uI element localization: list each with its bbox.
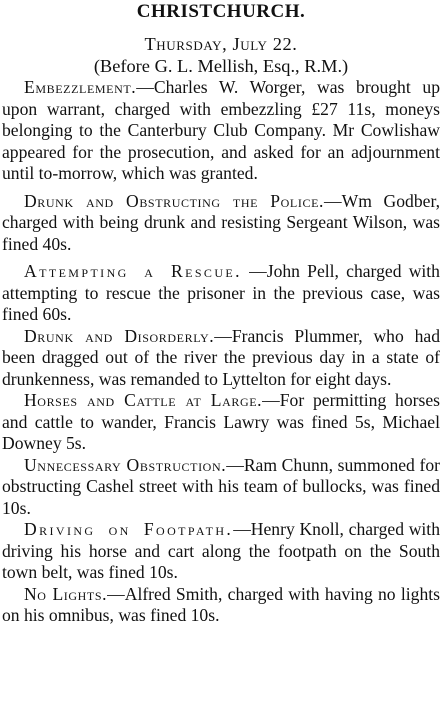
case-paragraph [2, 191, 440, 256]
case-paragraph [2, 261, 440, 326]
case-title: Drunk and Obstructing the Police. [24, 190, 324, 211]
case-paragraph [2, 455, 440, 520]
case-paragraph [2, 77, 440, 185]
case-paragraph [2, 390, 440, 455]
case-title: Unnecessary Obstruction. [24, 454, 227, 475]
case-title: Horses and Cattle at Large. [24, 390, 263, 410]
case-body: —John Pell, charged with attempting to rescue the prisoner in the previous case, was fined 60s. [2, 261, 440, 324]
case-body: —Ram Chunn, summoned for obstructing Cashel street with his team of bullocks, was fined 10s. [2, 454, 441, 518]
case-title: No Lights. [24, 583, 108, 604]
case-paragraph [2, 584, 440, 627]
case-body: —Francis Plummer, who had been dragged out of the river the previous day in a state of drunkenness, was remanded to Lyttelton for eight days. [2, 325, 440, 389]
case-title: Attempting a Rescue. [24, 261, 242, 281]
case-body: —Wm Godber, charged with being drunk and resisting Sergeant Wilson, was fined 40s. [2, 190, 440, 254]
court-date: Thursday, July 22. [144, 34, 298, 54]
case-body: —Henry Knoll, charged with driving his horse and cart along the footpath on the South town belt, was fined 10s. [2, 519, 440, 582]
case-paragraph [2, 519, 440, 584]
case-title: Drunk and Disorderly. [24, 325, 215, 346]
case-body: —Charles W. Worger, was brought up upon warrant, charged with embezzling £27 11s, moneys belonging to the Canterbury Club Company. Mr Cowlishaw appeared for the prosecution, and asked for an adjournment until to-morrow, which was granted. [2, 77, 440, 183]
case-title: Driving on Footpath. [24, 519, 234, 539]
magistrate-line: (Before G. L. Mellish, Esq., R.M.) [93, 56, 349, 76]
case-body: —Alfred Smith, charged with having no lights on his omnibus, was fined 10s. [2, 583, 440, 625]
section-heading: CHRISTCHURCH. [136, 1, 306, 22]
case-title: Embezzlement. [24, 77, 137, 97]
case-body: —For permitting horses and cattle to wander, Francis Lawry was fined 5s, Michael Downey 5s. [2, 390, 440, 453]
case-paragraph [2, 326, 440, 391]
